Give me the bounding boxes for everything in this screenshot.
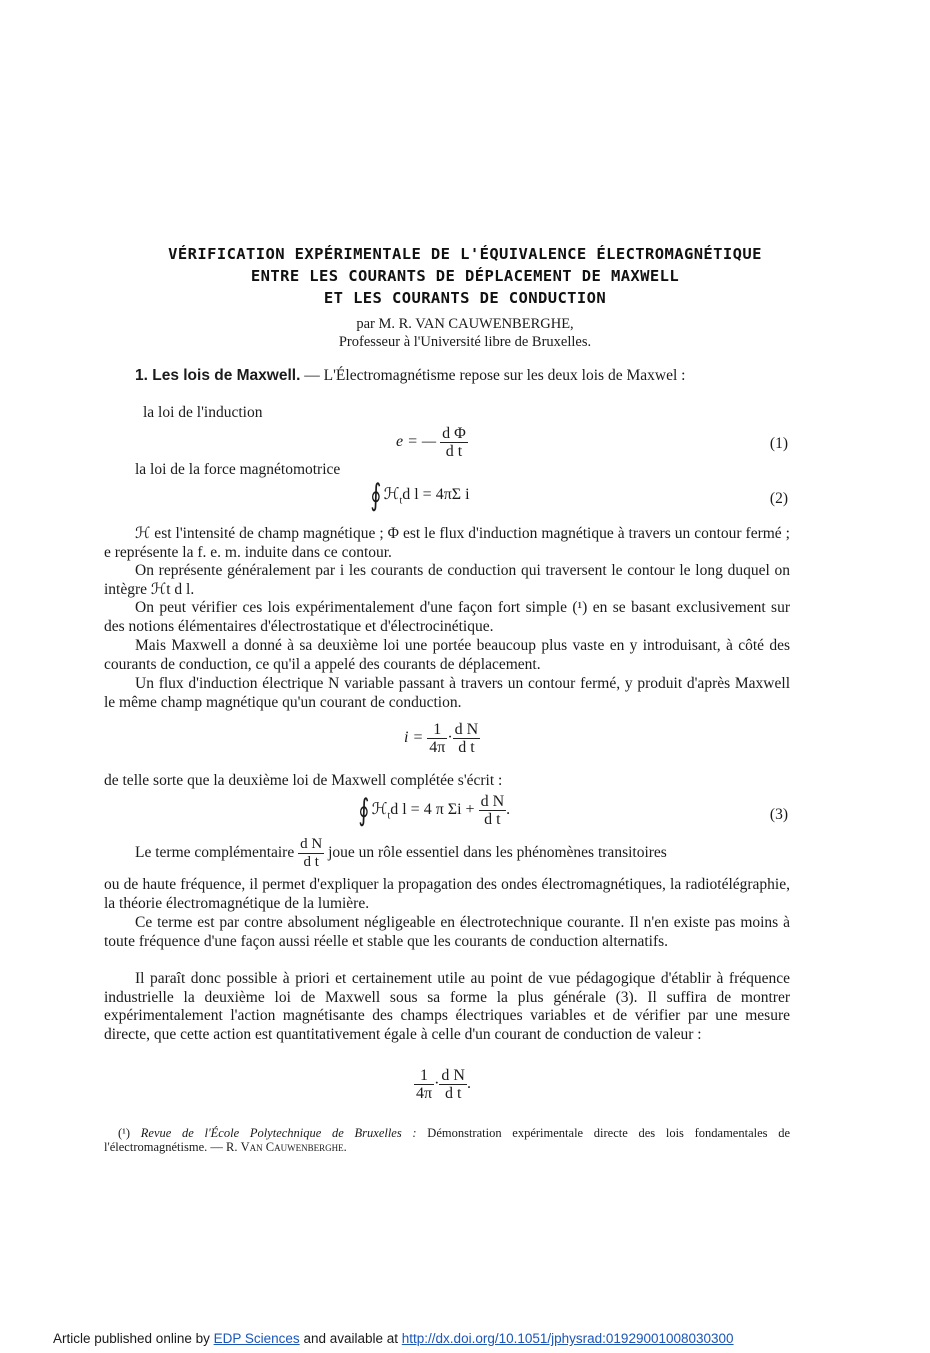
- paragraph-7-first-line: Le terme complémentaire $\frac{\text{d N}}{\text{d t}}$ joue un rôle essentiel dans les phénomènes transitoires: [135, 836, 667, 870]
- force-label: la loi de la force magnétomotrice: [135, 461, 341, 478]
- publisher-link[interactable]: EDP Sciences: [213, 1331, 300, 1346]
- paragraph-9: Il paraît donc possible à priori et certainement utile au point de vue pédagogique d'établir à fréquence industrielle la deuxième loi de Maxwell sous sa forme la plus générale (3). Il suffira de montrer expérimentalement l'action magnétisante des champs électriques variables et de vérifier par une mesure directe, que cette action est quantitativement égale à celle d'un courant de conduction de valeur :: [104, 970, 790, 1043]
- author-affiliation: Professeur à l'Université libre de Bruxelles.: [338, 334, 592, 350]
- equation-1: [396, 425, 468, 460]
- title-line-2: ENTRE LES COURANTS DE DÉPLACEMENT DE MAXWELL: [250, 267, 680, 285]
- paragraph-3: On peut vérifier ces lois expérimentalement d'une façon fort simple (¹) en se basant exclusivement sur des notions élémentaires d'électrostatique et d'électrocinétique.: [104, 599, 790, 635]
- section-intro: [104, 367, 790, 386]
- equation-final: $\frac{1}{4\pi}$ · $\frac{\text{d N}}{\text{d t}}$ .: [416, 1067, 471, 1102]
- section-intro-text: — L'Électromagnétisme repose sur les deux lois de Maxwel :: [300, 367, 686, 384]
- paragraph-4: Mais Maxwell a donné à sa deuxième loi une portée beaucoup plus vaste en y introduisant, à côté des courants de conduction, ce qu'il a appelé des courants de déplacement.: [104, 637, 790, 673]
- eq1-tag: (1): [769, 435, 788, 452]
- equation-i: i = $\frac{1}{4\pi}$ · $\frac{\text{d N}}{\text{d t}}$: [404, 721, 479, 756]
- eq3-tag: (3): [769, 806, 788, 823]
- equation-2: ∮ ℋ$_t$d l = 4πΣ i: [370, 479, 470, 512]
- paragraph-8: Ce terme est par contre absolument négligeable en électrotechnique courante. Il n'en existe pas moins à toute fréquence d'une façon aussi réelle et stable que les courants de conduction alternatifs.: [104, 914, 790, 950]
- publication-footer: Article published online by EDP Sciences and available at http://dx.doi.org/10.1051/jphysrad:01929001008030300: [53, 1331, 734, 1346]
- integral-sign: ∮: [370, 479, 382, 512]
- doi-link[interactable]: http://dx.doi.org/10.1051/jphysrad:01929001008030300: [401, 1331, 734, 1346]
- induction-label: la loi de l'induction: [143, 404, 263, 421]
- footnote-journal: Revue de l'École Polytechnique de Bruxelles :: [140, 1126, 417, 1140]
- title-line-1: VÉRIFICATION EXPÉRIMENTALE DE L'ÉQUIVALENCE ÉLECTROMAGNÉTIQUE: [168, 245, 762, 263]
- paragraph-7-cont: ou de haute fréquence, il permet d'expliquer la propagation des ondes électromagnétiques, la radiotélégraphie, la théorie électromagnétique de la lumière.: [104, 876, 790, 912]
- title-line-3: ET LES COURANTS DE CONDUCTION: [323, 289, 607, 307]
- section-heading: 1. Les lois de Maxwell.: [135, 367, 301, 384]
- equation-3: ∮ ℋ$_t$d l = 4 π Σi + $\frac{\text{d N}}{\text{d t}}$ .: [358, 793, 511, 828]
- author-byline: par M. R. VAN CAUWENBERGHE,: [356, 316, 574, 332]
- paragraph-5: Un flux d'induction électrique N variable passant à travers un contour fermé, y produit d'après Maxwell le même champ magnétique qu'un courant de conduction.: [104, 675, 790, 711]
- paragraph-2: On représente généralement par i les courants de conduction qui traversent le contour le long duquel on intègre ℋt d l.: [104, 562, 790, 598]
- paragraph-1: ℋ est l'intensité de champ magnétique ; Φ est le flux d'induction magnétique à travers un contour fermé ; e représente la f. e. m. induite dans ce contour.: [104, 525, 790, 561]
- footnote: (¹) Revue de l'École Polytechnique de Bruxelles : Démonstration expérimentale directe des lois fondamentales de l'électromagnétisme. — R. Van Cauwenberghe.: [104, 1126, 791, 1154]
- paragraph-6: de telle sorte que la deuxième loi de Maxwell complétée s'écrit :: [104, 772, 503, 789]
- eq1-left: e = —: [396, 433, 437, 451]
- eq2-tag: (2): [769, 490, 788, 507]
- eq1-fraction: $\frac{\text{d Φ}}{\text{d t}}$: [442, 425, 466, 460]
